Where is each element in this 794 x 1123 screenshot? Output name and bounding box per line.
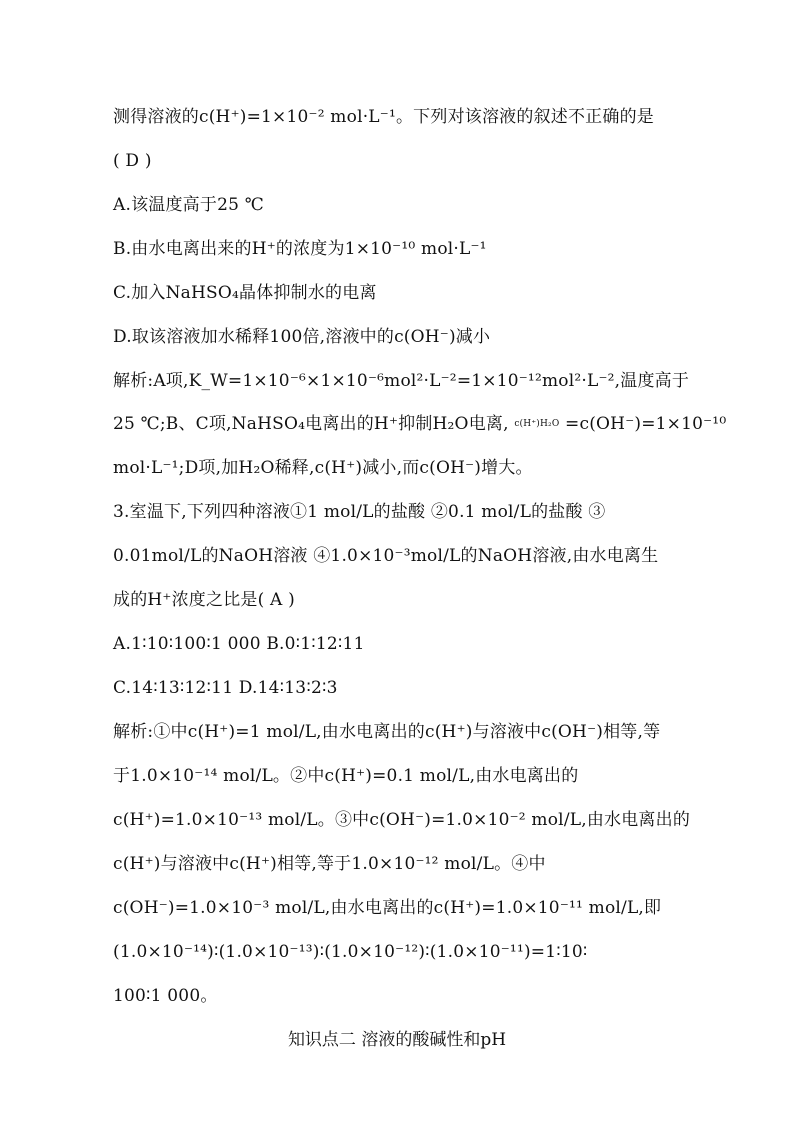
option-b: B.由水电离出来的H⁺的浓度为1×10⁻¹⁰ mol·L⁻¹ bbox=[113, 239, 487, 259]
text-line: 测得溶液的c(H⁺)=1×10⁻² mol·L⁻¹。下列对该溶液的叙述不正确的是 bbox=[113, 107, 654, 127]
analysis-line bbox=[113, 412, 726, 436]
analysis-line: 于1.0×10⁻¹⁴ mol/L。②中c(H⁺)=0.1 mol/L,由水电离出的 bbox=[113, 766, 579, 786]
option-a: A.该温度高于25 ℃ bbox=[113, 195, 264, 215]
question-3-line: 0.01mol/L的NaOH溶液 ④1.0×10⁻³mol/L的NaOH溶液,由水电离生 bbox=[113, 546, 659, 566]
analysis-line: c(H⁺)与溶液中c(H⁺)相等,等于1.0×10⁻¹² mol/L。④中 bbox=[113, 854, 546, 874]
question-3-line: 3.室温下,下列四种溶液①1 mol/L的盐酸 ②0.1 mol/L的盐酸 ③ bbox=[113, 502, 606, 522]
analysis-text: =c(OH⁻)=1×10⁻¹⁰ bbox=[565, 414, 727, 434]
question-3-line: 成的H⁺浓度之比是( A ) bbox=[113, 590, 295, 610]
analysis-line: c(OH⁻)=1.0×10⁻³ mol/L,由水电离出的c(H⁺)=1.0×10⁻¹¹ mol/L,即 bbox=[113, 898, 662, 918]
text-line: ( D ) bbox=[113, 151, 152, 171]
option-c: C.加入NaHSO₄晶体抑制水的电离 bbox=[113, 283, 377, 303]
options-cd: C.14∶13∶12∶11 D.14∶13∶2∶3 bbox=[113, 678, 338, 698]
analysis-line: 解析:A项,K_W=1×10⁻⁶×1×10⁻⁶mol²·L⁻²=1×10⁻¹²mol²·L⁻²,温度高于 bbox=[113, 371, 690, 391]
options-ab: A.1∶10∶100∶1 000 B.0∶1∶12∶11 bbox=[113, 634, 365, 654]
option-d: D.取该溶液加水稀释100倍,溶液中的c(OH⁻)减小 bbox=[113, 327, 491, 347]
analysis-line: 100∶1 000。 bbox=[113, 986, 218, 1006]
analysis-text: 25 ℃;B、C项,NaHSO₄电离出的H⁺抑制H₂O电离, bbox=[113, 414, 509, 434]
analysis-line: mol·L⁻¹;D项,加H₂O稀释,c(H⁺)减小,而c(OH⁻)增大。 bbox=[113, 458, 533, 478]
section-heading: 知识点二 溶液的酸碱性和pH bbox=[287, 1030, 507, 1050]
analysis-line: (1.0×10⁻¹⁴)∶(1.0×10⁻¹³)∶(1.0×10⁻¹²)∶(1.0×10⁻¹¹)=1∶10∶ bbox=[113, 942, 588, 962]
analysis-line: 解析:①中c(H⁺)=1 mol/L,由水电离出的c(H⁺)与溶液中c(OH⁻)相等,等 bbox=[113, 722, 661, 742]
inline-small-formula: c(H⁺)H₂O bbox=[514, 419, 560, 429]
analysis-line: c(H⁺)=1.0×10⁻¹³ mol/L。③中c(OH⁻)=1.0×10⁻² mol/L,由水电离出的 bbox=[113, 810, 691, 830]
